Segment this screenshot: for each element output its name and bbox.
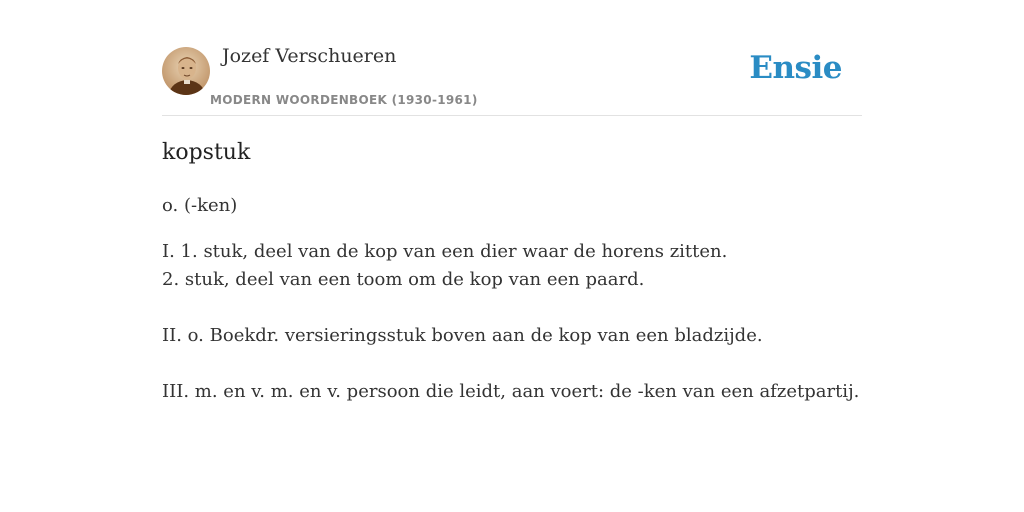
definition-line: III. m. en v. m. en v. persoon die leidt, aan voert: de -ken van een afzetpartij.	[162, 381, 860, 402]
definition-line: I. 1. stuk, deel van de kop van een dier waar de horens zitten.	[162, 241, 728, 262]
author-avatar[interactable]	[162, 47, 210, 95]
definition-line: 2. stuk, deel van een toom om de kop van een paard.	[162, 269, 645, 290]
ensie-logo[interactable]: Ensie	[749, 50, 842, 86]
grammar-info: o. (-ken)	[162, 195, 238, 216]
dictionary-source[interactable]: MODERN WOORDENBOEK (1930-1961)	[210, 93, 478, 107]
definition-line: II. o. Boekdr. versieringsstuk boven aan de kop van een bladzijde.	[162, 325, 763, 346]
entry-header	[162, 0, 862, 116]
entry-headword: kopstuk	[162, 140, 251, 165]
portrait-photo-icon	[162, 47, 210, 95]
author-name[interactable]: Jozef Verschueren	[222, 45, 397, 67]
entry-container	[162, 0, 862, 402]
